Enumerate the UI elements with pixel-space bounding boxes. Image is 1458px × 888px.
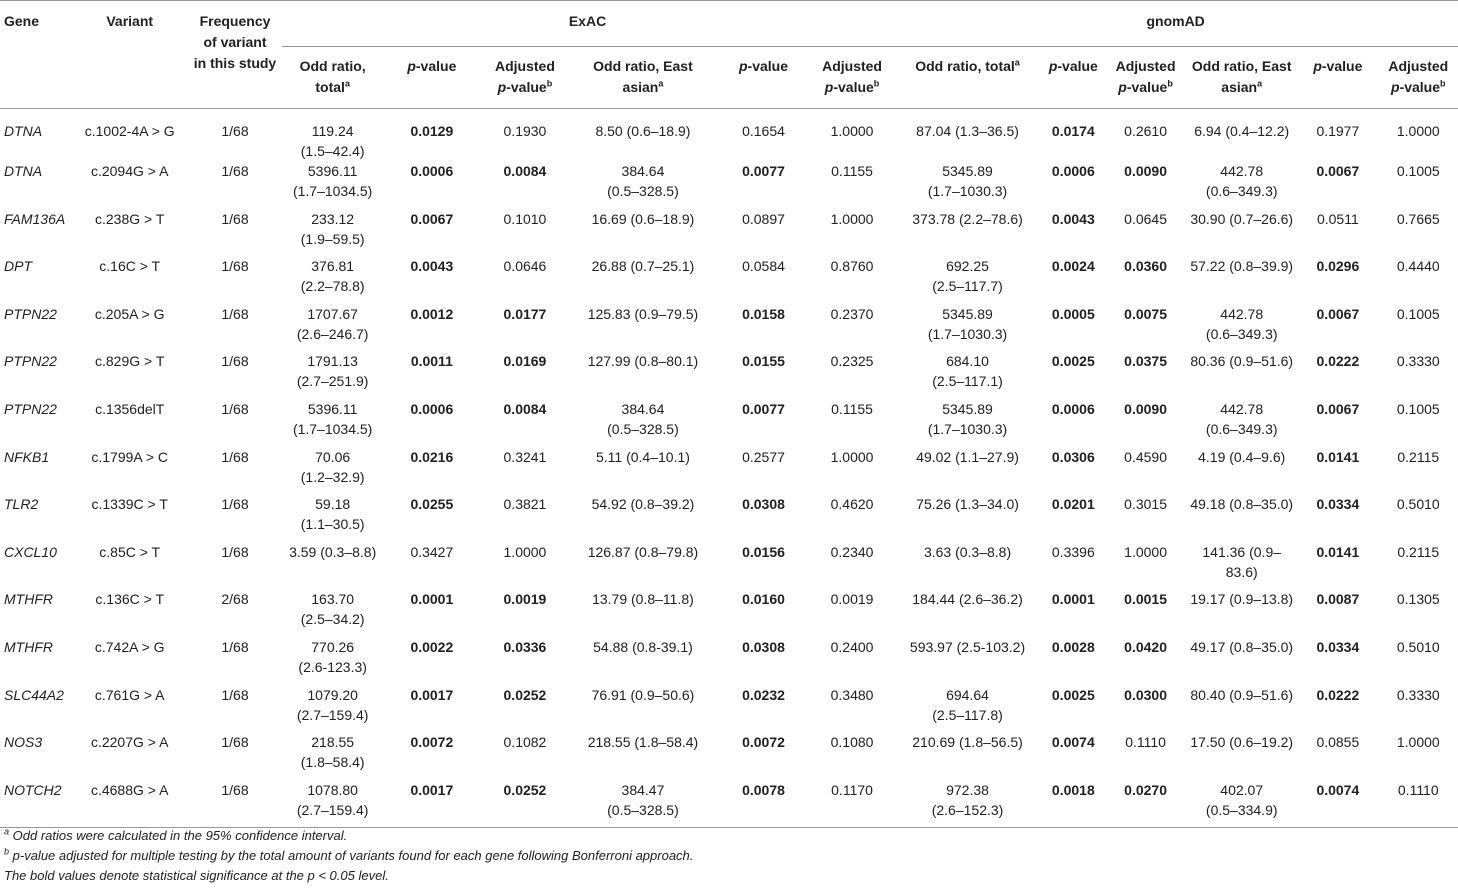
- table-row: [0, 209, 1458, 257]
- exac-adjusted-p-value-cell: 0.0646: [503, 258, 547, 275]
- exac-adjusted-p-value-cell: 0.3821: [503, 496, 547, 513]
- gnomad-adjusted-p-value-cell: 0.0270: [1124, 781, 1167, 798]
- gene-cell: NFKB1: [4, 448, 50, 465]
- gnomad-odd-ratio-total-cell: 5345.89 (1.7–1030.3): [927, 400, 1008, 437]
- variant-cell: c.761G > A: [94, 686, 165, 703]
- frequency-cell: 1/68: [221, 496, 249, 513]
- gnomad-adjusted-p-value-cell: 0.0360: [1124, 258, 1167, 275]
- gene-cell: SLC44A2: [4, 686, 64, 703]
- variant-cell: c.1356delT: [95, 400, 165, 417]
- exac-adjusted-p-value-east-cell: 0.2325: [830, 353, 874, 370]
- gene-cell: DPT: [4, 258, 32, 275]
- exac-odd-ratio-east-asian-cell: 127.99 (0.8–80.1): [587, 353, 699, 370]
- variant-cell: c.742A > G: [94, 638, 165, 655]
- footnote-a: $^a$ Odd ratios were calculated in the 95% confidence interval.: [4, 826, 348, 843]
- gnomad-p-value-east-cell: 0.0855: [1316, 734, 1360, 751]
- frequency-cell: 1/68: [221, 400, 249, 417]
- gnomad-adjusted-p-value-east-cell: 0.1005: [1396, 400, 1440, 417]
- gnomad-odd-ratio-east-asian-cell: 141.36 (0.9–83.6): [1202, 543, 1282, 580]
- gnomad-p-value-east-cell: 0.0074: [1316, 781, 1360, 798]
- exac-odd-ratio-east-asian-cell: 54.92 (0.8–39.2): [591, 496, 695, 513]
- gnomad-adjusted-p-value-cell: 0.4590: [1124, 448, 1167, 465]
- frequency-cell: 1/68: [221, 163, 249, 179]
- exac-adjusted-p-value-cell: 0.0252: [503, 686, 547, 703]
- gnomad-p-value-east-cell: 0.0334: [1316, 638, 1360, 655]
- frequency-header: Frequency of variant in this study: [193, 13, 277, 71]
- exac-p-value-east-cell: 0.0897: [742, 210, 785, 227]
- exac-odd-ratio-total-cell: 70.06 (1.2–32.9): [300, 448, 365, 485]
- exac-odd-ratio-total-cell: 1078.80 (2.7–159.4): [296, 781, 369, 818]
- exac-p-value-cell: 0.0012: [410, 305, 454, 322]
- variant-cell: c.205A > G: [94, 305, 165, 322]
- gnomad-adjusted-p-value-east-cell: 0.7665: [1396, 210, 1440, 227]
- frequency-cell: 1/68: [221, 210, 249, 227]
- exac-p-value-cell: 0.0255: [410, 496, 454, 513]
- exac-odd-ratio-east-asian-cell: 126.87 (0.8–79.8): [587, 543, 699, 560]
- exac-adjusted-p-value-east-cell: 1.0000: [830, 448, 874, 465]
- gnomad-odd-ratio-total-cell: 49.02 (1.1–27.9): [916, 448, 1019, 465]
- exac-odd-ratio-total-cell: 1791.13 (2.7–251.9): [296, 353, 369, 390]
- frequency-cell: 2/68: [221, 591, 249, 608]
- exac-p-value-cell: 0.0017: [410, 781, 454, 798]
- variant-cell: c.1799A > C: [91, 448, 169, 465]
- exac-p-value-east-cell: 0.0072: [742, 734, 785, 751]
- exac-adjusted-p-value-east-cell: 0.2370: [830, 305, 874, 322]
- gnomad-p-value-east-cell: 0.0511: [1316, 210, 1359, 227]
- exac-adjusted-p-value-east-cell: 1.0000: [830, 123, 874, 139]
- gnomad-p-value-cell: 0.0074: [1051, 734, 1095, 751]
- exac-adjusted-p-value-east-cell: 0.8760: [830, 258, 874, 275]
- gnomad-odd-ratio-east-asian-header: Odd ratio, East asian$^a$: [1186, 47, 1297, 109]
- gnomad-odd-ratio-total-cell: 5345.89 (1.7–1030.3): [927, 305, 1008, 342]
- gnomad-odd-ratio-total-cell: 593.97 (2.5-103.2): [909, 638, 1026, 655]
- exac-adjusted-p-value-cell: 0.1930: [503, 123, 547, 139]
- gnomad-p-value-east-cell: 0.0334: [1316, 496, 1360, 513]
- gnomad-adjusted-p-value-cell: 0.2610: [1124, 123, 1167, 139]
- gnomad-p-value-cell: 0.0025: [1051, 686, 1095, 703]
- gnomad-group-header: gnomAD: [1146, 13, 1205, 29]
- exac-odd-ratio-east-asian-cell: 125.83 (0.9–79.5): [587, 305, 699, 322]
- gnomad-p-value-east-cell: 0.0067: [1316, 163, 1360, 179]
- exac-p-value-cell: 0.0006: [410, 163, 454, 179]
- gnomad-odd-ratio-total-cell: 87.04 (1.3–36.5): [916, 123, 1019, 139]
- table-footnotes: [4, 826, 693, 886]
- exac-adjusted-p-value-east-cell: 0.2340: [830, 543, 874, 560]
- exac-odd-ratio-total-cell: 218.55 (1.8–58.4): [300, 734, 365, 771]
- gnomad-adjusted-p-value-cell: 0.0090: [1124, 163, 1167, 179]
- exac-adjusted-p-value-east-cell: 0.3480: [830, 686, 874, 703]
- gnomad-odd-ratio-east-asian-cell: 402.07 (0.5–334.9): [1205, 781, 1278, 818]
- gnomad-odd-ratio-east-asian-cell: 19.17 (0.9–13.8): [1190, 591, 1294, 608]
- gnomad-p-value-cell: 0.0028: [1051, 638, 1095, 655]
- gnomad-adjusted-p-value-cell: 0.0375: [1124, 353, 1167, 370]
- gnomad-p-value-cell: 0.0001: [1051, 591, 1095, 608]
- exac-adjusted-p-value-east-cell: 0.1080: [830, 734, 874, 751]
- exac-adjusted-p-value-cell: 0.0252: [503, 781, 547, 798]
- gnomad-odd-ratio-east-asian-cell: 57.22 (0.8–39.9): [1190, 258, 1294, 275]
- exac-adjusted-p-value-east-cell: 0.1155: [831, 400, 873, 417]
- exac-p-value-cell: 0.0216: [410, 448, 454, 465]
- gnomad-adjusted-p-value-east-cell: 0.2115: [1397, 543, 1440, 560]
- gnomad-odd-ratio-total-cell: 684.10 (2.5–117.1): [932, 353, 1003, 390]
- exac-odd-ratio-total-cell: 376.81 (2.2–78.8): [300, 258, 365, 295]
- gnomad-odd-ratio-total-cell: 3.63 (0.3–8.8): [923, 543, 1012, 560]
- exac-p-value-east-cell: 0.2577: [742, 448, 785, 465]
- exac-odd-ratio-total-cell: 1707.67 (2.6–246.7): [296, 305, 369, 342]
- gnomad-p-value-cell: 0.3396: [1051, 543, 1095, 560]
- gene-cell: NOS3: [4, 734, 43, 751]
- gnomad-adjusted-p-value-cell: 0.3015: [1124, 496, 1167, 513]
- variant-cell: c.1002-4A > G: [84, 123, 175, 139]
- exac-p-value-east-cell: 0.0158: [742, 305, 785, 322]
- variant-header: Variant: [106, 13, 154, 29]
- exac-adjusted-p-value-cell: 1.0000: [503, 543, 547, 560]
- gnomad-p-value-east-cell: 0.0222: [1316, 353, 1360, 370]
- footnote-b: $^b$ p-value adjusted for multiple testing by the total amount of variants found for each gene following Bonferroni approach.: [4, 846, 694, 863]
- exac-adjusted-p-value-cell: 0.1010: [503, 210, 547, 227]
- gnomad-p-value-cell: 0.0043: [1051, 210, 1095, 227]
- gnomad-odd-ratio-total-cell: 972.38 (2.6–152.3): [931, 781, 1004, 818]
- exac-p-value-east-cell: 0.0160: [742, 591, 785, 608]
- gnomad-odd-ratio-total-cell: 5345.89 (1.7–1030.3): [927, 163, 1008, 199]
- gnomad-p-value-cell: 0.0201: [1051, 496, 1095, 513]
- exac-odd-ratio-east-asian-header: Odd ratio, East asian$^a$: [570, 47, 717, 109]
- exac-odd-ratio-total-cell: 163.70 (2.5–34.2): [300, 591, 365, 628]
- frequency-cell: 1/68: [221, 543, 249, 560]
- gene-cell: TLR2: [4, 496, 39, 513]
- gnomad-p-value-cell: 0.0006: [1051, 400, 1095, 417]
- gene-cell: DTNA: [4, 163, 43, 179]
- gene-cell: FAM136A: [4, 210, 66, 227]
- exac-p-value-header: p-value: [384, 47, 481, 109]
- gnomad-odd-ratio-east-asian-cell: 80.36 (0.9–51.6): [1190, 353, 1294, 370]
- exac-p-value-cell: 0.0017: [410, 686, 454, 703]
- table-row: [0, 399, 1458, 447]
- exac-p-value-cell: 0.0072: [410, 734, 454, 751]
- exac-odd-ratio-east-asian-cell: 384.64 (0.5–328.5): [607, 163, 679, 199]
- exac-p-value-east-cell: 0.0156: [742, 543, 785, 560]
- gnomad-adjusted-p-value-east-cell: 0.5010: [1396, 496, 1440, 513]
- frequency-cell: 1/68: [221, 258, 249, 275]
- exac-adjusted-p-value-east-header: Adjusted p-value$^b$: [811, 47, 893, 109]
- exac-p-value-east-cell: 0.0078: [742, 781, 785, 798]
- gnomad-adjusted-p-value-east-cell: 0.1110: [1397, 781, 1439, 798]
- exac-p-value-cell: 0.3427: [410, 543, 454, 560]
- exac-p-value-cell: 0.0067: [410, 210, 454, 227]
- variant-cell: c.4688G > A: [90, 781, 169, 798]
- exac-odd-ratio-total-cell: 233.12 (1.9–59.5): [300, 210, 365, 247]
- variant-cell: c.829G > T: [95, 353, 165, 370]
- gnomad-p-value-east-cell: 0.0296: [1316, 258, 1360, 275]
- exac-adjusted-p-value-east-cell: 0.1170: [831, 781, 873, 798]
- gene-cell: PTPN22: [4, 353, 57, 370]
- gene-cell: MTHFR: [4, 638, 53, 655]
- gnomad-odd-ratio-total-cell: 210.69 (1.8–56.5): [912, 734, 1023, 751]
- gnomad-adjusted-p-value-cell: 1.0000: [1124, 543, 1167, 560]
- gene-cell: NOTCH2: [4, 781, 62, 798]
- gnomad-p-value-east-cell: 0.0222: [1316, 686, 1360, 703]
- table-row: [0, 494, 1458, 542]
- exac-group-header: ExAC: [568, 13, 607, 29]
- gene-cell: MTHFR: [4, 591, 53, 608]
- table-row: [0, 780, 1458, 828]
- gnomad-adjusted-p-value-cell: 0.0420: [1124, 638, 1167, 655]
- gnomad-adjusted-p-value-east-cell: 0.5010: [1396, 638, 1440, 655]
- exac-p-value-east-cell: 0.1654: [742, 123, 785, 139]
- gnomad-p-value-cell: 0.0006: [1051, 163, 1095, 179]
- exac-adjusted-p-value-east-cell: 1.0000: [830, 210, 874, 227]
- frequency-cell: 1/68: [221, 353, 249, 370]
- table-row: [0, 161, 1458, 209]
- gnomad-odd-ratio-east-asian-cell: 442.78 (0.6–349.3): [1205, 163, 1278, 199]
- gnomad-odd-ratio-total-header: Odd ratio, total$^a$: [893, 47, 1042, 109]
- exac-odd-ratio-east-asian-cell: 218.55 (1.8–58.4): [587, 734, 699, 751]
- exac-odd-ratio-total-header: Odd ratio, total$^a$: [282, 47, 384, 109]
- frequency-cell: 1/68: [221, 123, 249, 139]
- gnomad-p-value-header: p-value: [1042, 47, 1105, 109]
- gnomad-odd-ratio-total-cell: 184.44 (2.6–36.2): [912, 591, 1023, 608]
- exac-p-value-east-cell: 0.0232: [742, 686, 785, 703]
- gnomad-odd-ratio-east-asian-cell: 442.78 (0.6–349.3): [1205, 400, 1278, 437]
- gnomad-adjusted-p-value-cell: 0.1110: [1125, 734, 1166, 751]
- gnomad-odd-ratio-east-asian-cell: 49.17 (0.8–35.0): [1190, 638, 1294, 655]
- gnomad-p-value-east-cell: 0.0141: [1316, 543, 1360, 560]
- gene-cell: DTNA: [4, 123, 43, 139]
- gnomad-adjusted-p-value-east-cell: 0.1005: [1396, 163, 1440, 179]
- table-row: [0, 304, 1458, 352]
- exac-odd-ratio-total-cell: 5396.11 (1.7–1034.5): [292, 400, 373, 437]
- gnomad-p-value-cell: 0.0018: [1051, 781, 1095, 798]
- table-row: [0, 447, 1458, 495]
- gnomad-p-value-east-cell: 0.1977: [1316, 123, 1360, 139]
- gnomad-odd-ratio-east-asian-cell: 442.78 (0.6–349.3): [1205, 305, 1278, 342]
- gnomad-p-value-cell: 0.0025: [1051, 353, 1095, 370]
- variant-cell: c.1339C > T: [91, 496, 168, 513]
- gnomad-odd-ratio-total-cell: 694.64 (2.5–117.8): [932, 686, 1003, 723]
- exac-odd-ratio-east-asian-cell: 384.64 (0.5–328.5): [607, 400, 679, 437]
- gnomad-p-value-east-cell: 0.0141: [1316, 448, 1360, 465]
- gnomad-odd-ratio-total-cell: 75.26 (1.3–34.0): [916, 496, 1019, 513]
- table-row: [0, 256, 1458, 304]
- gene-header: Gene: [4, 13, 40, 29]
- exac-p-value-east-cell: 0.0308: [742, 638, 785, 655]
- variant-cell: c.85C > T: [99, 543, 161, 560]
- variant-cell: c.136C > T: [95, 591, 165, 608]
- gnomad-p-value-cell: 0.0306: [1051, 448, 1095, 465]
- frequency-cell: 1/68: [221, 734, 249, 751]
- exac-adjusted-p-value-cell: 0.0019: [503, 591, 547, 608]
- gnomad-adjusted-p-value-east-cell: 0.4440: [1396, 258, 1440, 275]
- exac-adjusted-p-value-cell: 0.1082: [503, 734, 547, 751]
- gnomad-adjusted-p-value-east-cell: 0.3330: [1396, 353, 1440, 370]
- exac-adjusted-p-value-east-cell: 0.2400: [830, 638, 874, 655]
- gnomad-odd-ratio-total-cell: 373.78 (2.2–78.6): [912, 210, 1023, 227]
- variant-cell: c.2207G > A: [90, 734, 169, 751]
- gene-cell: PTPN22: [4, 400, 57, 417]
- variant-cell: c.16C > T: [99, 258, 161, 275]
- exac-adjusted-p-value-cell: 0.0084: [503, 400, 547, 417]
- variant-cell: c.2094G > A: [90, 163, 169, 179]
- gnomad-p-value-east-header: p-value: [1297, 47, 1378, 109]
- gnomad-adjusted-p-value-cell: 0.0090: [1124, 400, 1167, 417]
- exac-odd-ratio-east-asian-cell: 26.88 (0.7–25.1): [591, 258, 695, 275]
- gnomad-odd-ratio-east-asian-cell: 17.50 (0.6–19.2): [1190, 734, 1294, 751]
- exac-odd-ratio-east-asian-cell: 384.47 (0.5–328.5): [607, 781, 679, 818]
- exac-adjusted-p-value-cell: 0.0169: [503, 353, 547, 370]
- table-row: [0, 351, 1458, 399]
- exac-odd-ratio-east-asian-cell: 16.69 (0.6–18.9): [591, 210, 695, 227]
- exac-p-value-cell: 0.0043: [410, 258, 454, 275]
- frequency-cell: 1/68: [221, 781, 249, 798]
- table-row: [0, 637, 1458, 685]
- exac-p-value-cell: 0.0129: [410, 123, 454, 139]
- exac-adjusted-p-value-east-cell: 0.1155: [831, 163, 873, 179]
- exac-odd-ratio-total-cell: 119.24 (1.5–42.4): [300, 123, 365, 159]
- exac-p-value-east-cell: 0.0155: [742, 353, 785, 370]
- exac-odd-ratio-total-cell: 1079.20 (2.7–159.4): [296, 686, 369, 723]
- gnomad-adjusted-p-value-cell: 0.0300: [1124, 686, 1167, 703]
- gnomad-p-value-cell: 0.0005: [1051, 305, 1095, 322]
- exac-adjusted-p-value-header: Adjusted p-value$^b$: [480, 47, 570, 109]
- table-row: [0, 109, 1458, 162]
- gene-cell: PTPN22: [4, 305, 57, 322]
- exac-p-value-east-cell: 0.0077: [742, 400, 785, 417]
- exac-p-value-cell: 0.0022: [410, 638, 454, 655]
- gnomad-adjusted-p-value-east-cell: 0.1305: [1396, 591, 1440, 608]
- table-row: [0, 685, 1458, 733]
- exac-p-value-cell: 0.0001: [410, 591, 454, 608]
- exac-odd-ratio-east-asian-cell: 76.91 (0.9–50.6): [591, 686, 695, 703]
- gnomad-adjusted-p-value-east-cell: 0.1005: [1396, 305, 1440, 322]
- gnomad-odd-ratio-east-asian-cell: 6.94 (0.4–12.2): [1194, 123, 1290, 139]
- table-row: [0, 732, 1458, 780]
- gnomad-odd-ratio-east-asian-cell: 49.18 (0.8–35.0): [1190, 496, 1294, 513]
- exac-adjusted-p-value-cell: 0.3241: [503, 448, 547, 465]
- exac-p-value-east-cell: 0.0077: [742, 163, 785, 179]
- exac-odd-ratio-east-asian-cell: 54.88 (0.8-39.1): [593, 638, 693, 655]
- exac-odd-ratio-east-asian-cell: 5.11 (0.4–10.1): [595, 448, 690, 465]
- exac-p-value-east-cell: 0.0308: [742, 496, 785, 513]
- exac-adjusted-p-value-east-cell: 0.0019: [830, 591, 874, 608]
- gnomad-p-value-east-cell: 0.0067: [1316, 305, 1360, 322]
- exac-p-value-east-header: p-value: [716, 47, 811, 109]
- gnomad-odd-ratio-east-asian-cell: 80.40 (0.9–51.6): [1190, 686, 1294, 703]
- table-row: [0, 589, 1458, 637]
- frequency-cell: 1/68: [221, 686, 249, 703]
- gnomad-adjusted-p-value-cell: 0.0645: [1124, 210, 1167, 227]
- gnomad-odd-ratio-total-cell: 692.25 (2.5–117.7): [932, 258, 1003, 295]
- gnomad-p-value-cell: 0.0024: [1051, 258, 1095, 275]
- exac-odd-ratio-total-cell: 5396.11 (1.7–1034.5): [292, 163, 373, 199]
- table-row: [0, 542, 1458, 590]
- exac-adjusted-p-value-east-cell: 0.4620: [830, 496, 874, 513]
- gnomad-adjusted-p-value-east-cell: 0.2115: [1397, 448, 1440, 465]
- exac-adjusted-p-value-cell: 0.0336: [503, 638, 547, 655]
- exac-p-value-cell: 0.0011: [410, 353, 453, 370]
- gnomad-adjusted-p-value-east-cell: 1.0000: [1396, 734, 1440, 751]
- exac-odd-ratio-total-cell: 59.18 (1.1–30.5): [300, 496, 365, 533]
- exac-adjusted-p-value-cell: 0.0177: [503, 305, 547, 322]
- gnomad-odd-ratio-east-asian-cell: 4.19 (0.4–9.6): [1198, 448, 1286, 465]
- exac-adjusted-p-value-cell: 0.0084: [503, 163, 547, 179]
- exac-p-value-east-cell: 0.0584: [742, 258, 785, 275]
- gnomad-adjusted-p-value-east-cell: 0.3330: [1396, 686, 1440, 703]
- gnomad-p-value-east-cell: 0.0087: [1316, 591, 1360, 608]
- variant-cell: c.238G > T: [95, 210, 165, 227]
- frequency-cell: 1/68: [221, 305, 249, 322]
- gene-cell: CXCL10: [4, 543, 57, 560]
- gnomad-p-value-east-cell: 0.0067: [1316, 400, 1360, 417]
- frequency-cell: 1/68: [221, 448, 249, 465]
- exac-odd-ratio-total-cell: 3.59 (0.3–8.8): [289, 543, 377, 560]
- gnomad-odd-ratio-east-asian-cell: 30.90 (0.7–26.6): [1190, 210, 1294, 227]
- gnomad-adjusted-p-value-east-header: Adjusted p-value$^b$: [1379, 47, 1458, 109]
- gnomad-adjusted-p-value-header: Adjusted p-value$^b$: [1105, 47, 1186, 109]
- gnomad-adjusted-p-value-cell: 0.0015: [1124, 591, 1167, 608]
- footnote-bold-note: The bold values denote statistical significance at the p < 0.05 level.: [4, 868, 389, 883]
- exac-odd-ratio-total-cell: 770.26 (2.6-123.3): [298, 638, 367, 675]
- gnomad-adjusted-p-value-cell: 0.0075: [1124, 305, 1167, 322]
- exac-odd-ratio-east-asian-cell: 13.79 (0.8–11.8): [592, 591, 694, 608]
- frequency-cell: 1/68: [221, 638, 249, 655]
- exac-odd-ratio-east-asian-cell: 8.50 (0.6–18.9): [595, 123, 691, 139]
- table-body: [0, 109, 1458, 828]
- gnomad-adjusted-p-value-east-cell: 1.0000: [1396, 123, 1440, 139]
- gnomad-p-value-cell: 0.0174: [1051, 123, 1095, 139]
- exac-p-value-cell: 0.0006: [410, 400, 454, 417]
